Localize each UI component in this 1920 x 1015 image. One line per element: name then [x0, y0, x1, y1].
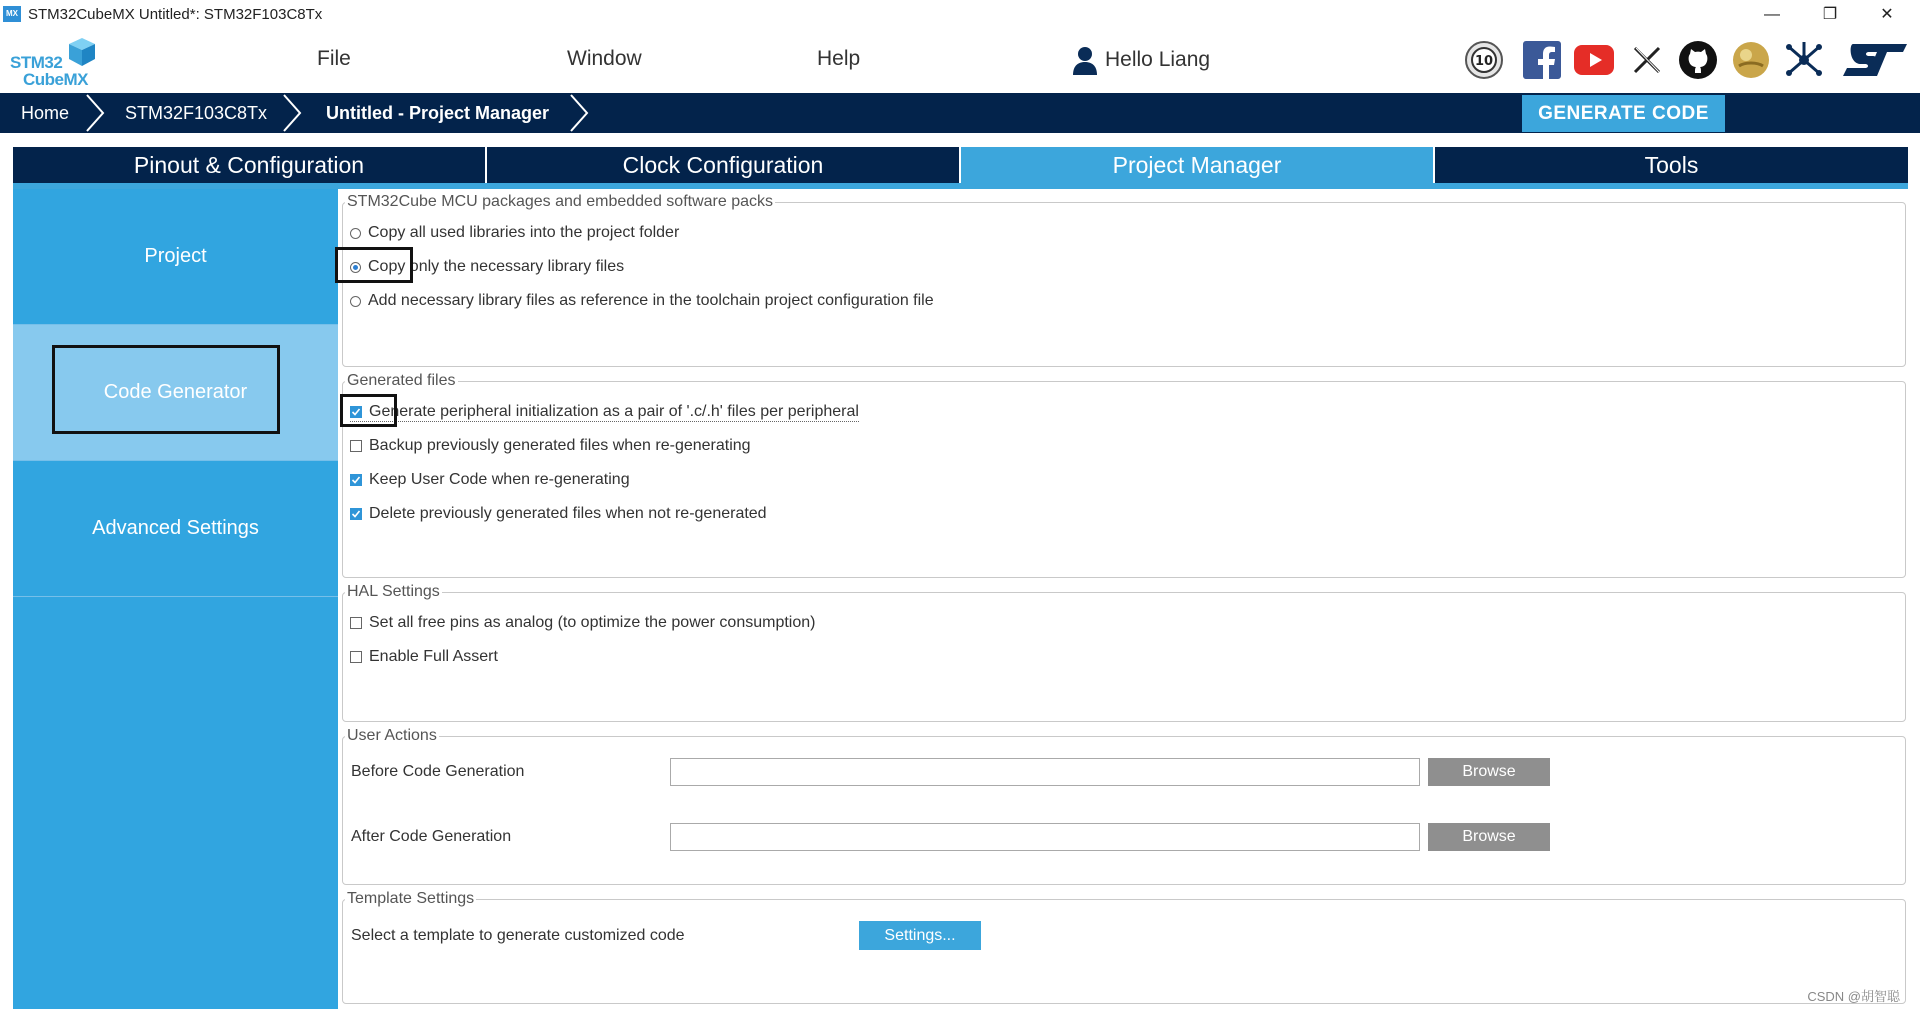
community-icon[interactable]	[1729, 37, 1773, 83]
hal-settings-group	[342, 583, 1906, 722]
highlight-box	[335, 247, 413, 283]
breadcrumb-chevron-icon	[83, 93, 107, 133]
checkbox-label: Set all free pins as analog (to optimize the power consumption)	[369, 614, 816, 631]
minimize-button[interactable]: —	[1764, 6, 1780, 23]
project-manager-sidebar	[13, 189, 338, 1009]
before-browse-button[interactable]: Browse	[1428, 758, 1550, 786]
radio-copy-all[interactable]	[350, 224, 679, 242]
svg-text:10: 10	[1474, 54, 1494, 69]
radio-icon[interactable]	[350, 296, 361, 307]
st-logo-icon[interactable]	[1838, 37, 1910, 83]
network-icon[interactable]	[1782, 37, 1826, 83]
sidebar-item-code-generator[interactable]: Code Generator	[13, 325, 338, 460]
checkbox-label: Delete previously generated files when not re-generated	[369, 505, 767, 522]
packages-group	[342, 193, 1906, 367]
facebook-icon[interactable]	[1520, 37, 1564, 83]
checkbox-icon[interactable]	[350, 617, 362, 629]
menu-bar	[0, 29, 1920, 93]
close-button[interactable]: ✕	[1880, 6, 1894, 23]
cube-icon	[68, 37, 96, 67]
stm32cubemx-logo	[10, 37, 100, 89]
menu-window[interactable]: Window	[567, 47, 642, 70]
breadcrumb-home[interactable]: Home	[21, 103, 70, 123]
app-badge-icon: MX	[3, 6, 21, 22]
before-code-generation-input[interactable]	[670, 758, 1420, 786]
checkbox-icon[interactable]	[350, 440, 362, 452]
after-code-generation-label: After Code Generation	[351, 828, 512, 845]
hal-settings-legend: HAL Settings	[347, 583, 440, 600]
user-name[interactable]: Hello Liang	[1105, 48, 1211, 71]
window-title: STM32CubeMX Untitled*: STM32F103C8Tx	[28, 6, 323, 23]
generate-code-button[interactable]: GENERATE CODE	[1522, 95, 1725, 132]
checkbox-icon[interactable]	[350, 474, 362, 486]
breadcrumb-chevron-icon	[567, 93, 591, 133]
radio-label: Copy only the necessary library files	[368, 258, 625, 275]
checkbox-icon[interactable]	[350, 508, 362, 520]
checkbox-free-pins-analog[interactable]	[350, 614, 815, 632]
brand-line1: STM32	[10, 53, 63, 72]
checkbox-label: Backup previously generated files when re-generating	[369, 437, 751, 454]
watermark: CSDN @胡智聪	[1807, 989, 1900, 1004]
user-actions-group	[342, 727, 1906, 885]
template-settings-group	[342, 890, 1906, 1004]
before-code-generation-label: Before Code Generation	[351, 763, 525, 780]
checkbox-full-assert[interactable]	[350, 648, 498, 666]
youtube-icon[interactable]	[1572, 37, 1616, 83]
radio-label: Add necessary library files as reference in the toolchain project configuration file	[368, 292, 934, 309]
template-settings-legend: Template Settings	[347, 890, 475, 907]
sidebar-item-project[interactable]: Project	[144, 245, 207, 267]
tab-pinout-configuration[interactable]: Pinout & Configuration	[13, 147, 485, 183]
radio-add-reference[interactable]	[350, 292, 934, 310]
breadcrumb-mcu[interactable]: STM32F103C8Tx	[125, 103, 268, 123]
highlight-box	[340, 394, 397, 427]
template-label: Select a template to generate customized code	[351, 927, 685, 944]
breadcrumb-project[interactable]: Untitled - Project Manager	[326, 103, 550, 123]
window-title-bar	[0, 0, 1920, 29]
breadcrumb-chevron-icon	[280, 93, 304, 133]
menu-help[interactable]: Help	[817, 47, 861, 70]
packages-legend: STM32Cube MCU packages and embedded software packs	[347, 193, 773, 210]
after-code-generation-input[interactable]	[670, 823, 1420, 851]
tab-clock-configuration[interactable]: Clock Configuration	[487, 147, 959, 183]
main-tabs	[13, 147, 1908, 183]
generated-files-legend: Generated files	[347, 372, 456, 389]
menu-file[interactable]: File	[317, 47, 351, 70]
checkbox-label: Enable Full Assert	[369, 648, 498, 665]
user-actions-legend: User Actions	[347, 727, 437, 744]
tab-project-manager[interactable]: Project Manager	[961, 147, 1433, 183]
after-browse-button[interactable]: Browse	[1428, 823, 1550, 851]
github-icon[interactable]	[1676, 37, 1720, 83]
restore-button[interactable]: ❐	[1822, 6, 1838, 23]
sidebar-divider	[13, 596, 338, 597]
checkbox-pair-files[interactable]	[350, 403, 859, 422]
user-icon[interactable]	[1071, 46, 1099, 76]
highlight-box	[52, 345, 280, 434]
checkbox-icon[interactable]	[350, 651, 362, 663]
radio-icon[interactable]	[350, 228, 361, 239]
checkbox-keep-user-code[interactable]	[350, 471, 630, 489]
checkbox-label: Keep User Code when re-generating	[369, 471, 630, 488]
tab-tools[interactable]: Tools	[1435, 147, 1908, 183]
template-settings-button[interactable]: Settings...	[859, 921, 981, 950]
brand-line2: CubeMX	[23, 70, 88, 89]
checkbox-backup[interactable]	[350, 437, 751, 455]
sidebar-item-advanced-settings[interactable]: Advanced Settings	[92, 517, 259, 539]
radio-label: Copy all used libraries into the project folder	[368, 224, 680, 241]
checkbox-delete-previous[interactable]	[350, 505, 767, 523]
checkbox-label: Generate peripheral initialization as a pair of '.c/.h' files per peripheral	[369, 403, 859, 420]
x-icon[interactable]	[1625, 37, 1669, 83]
ten-years-badge-icon[interactable]	[1462, 37, 1506, 83]
